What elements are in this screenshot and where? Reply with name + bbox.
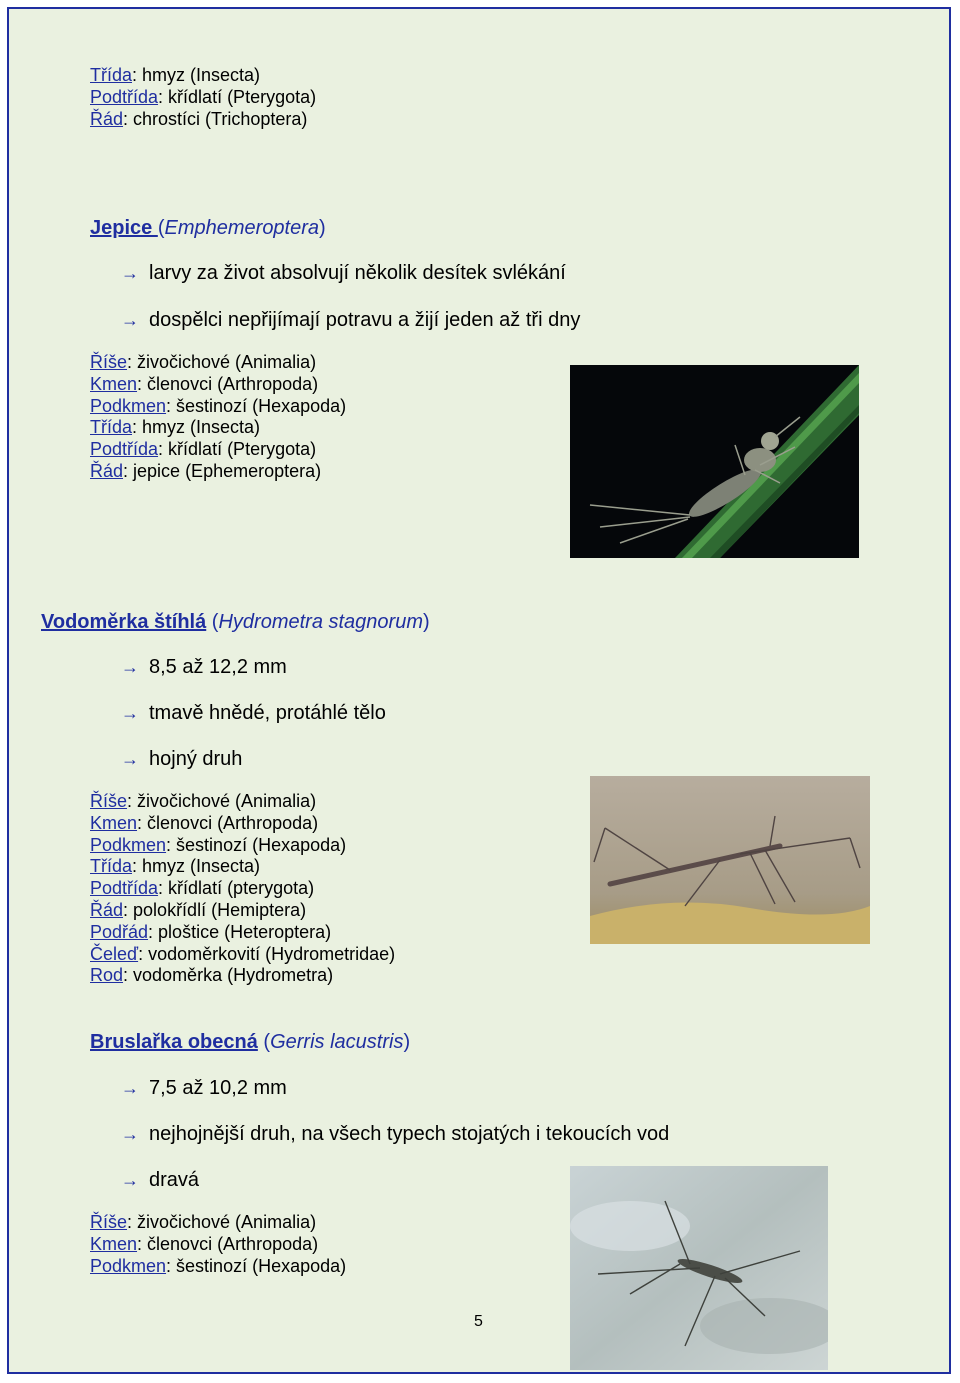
pond-skater-illustration — [570, 1166, 828, 1370]
bullet-text: dravá — [149, 1169, 200, 1191]
bullet-text: 8,5 až 12,2 mm — [149, 656, 287, 678]
taxonomy-rank: Řád — [90, 460, 124, 481]
taxonomy-line — [90, 109, 316, 131]
taxonomy-rank: Kmen — [90, 1233, 138, 1254]
taxonomy-rank: Říše — [90, 791, 128, 811]
latin-name: Gerris lacustris — [270, 1031, 404, 1053]
taxonomy-line — [90, 417, 346, 439]
taxonomy-value: : křídlatí (Pterygota) — [158, 86, 317, 107]
arrow-icon: → — [121, 1124, 139, 1144]
taxonomy-line — [90, 944, 395, 966]
taxonomy-value: : členovci (Arthropoda) — [137, 373, 319, 394]
taxonomy-value: : vodoměrkovití (Hydrometridae) — [138, 943, 396, 964]
taxonomy-rank: Čeleď — [90, 943, 139, 964]
bullet-item — [121, 308, 580, 332]
taxonomy-value: : chrostíci (Trichoptera) — [123, 108, 308, 129]
pond-skater-photo — [570, 1166, 828, 1370]
taxonomy-value: : ploštice (Heteroptera) — [148, 921, 332, 942]
taxonomy-rank: Podtřída — [90, 439, 159, 460]
taxonomy-rank: Podkmen — [90, 834, 167, 855]
vodomerka-taxonomy — [90, 791, 395, 987]
taxonomy-line — [90, 878, 395, 900]
taxonomy-value: : živočichové (Animalia) — [127, 352, 317, 372]
taxonomy-rank: Podkmen — [90, 395, 167, 416]
top-taxonomy — [90, 65, 316, 130]
mayfly-illustration — [570, 365, 859, 558]
bullet-text: 7,5 až 10,2 mm — [149, 1077, 287, 1099]
taxonomy-line — [90, 1212, 346, 1234]
taxonomy-line — [90, 791, 395, 813]
bullet-item — [121, 1076, 287, 1100]
taxonomy-rank: Říše — [90, 1212, 128, 1232]
taxonomy-line — [90, 1234, 346, 1256]
paren-close: ) — [403, 1031, 411, 1053]
taxonomy-value: : šestinozí (Hexapoda) — [166, 1255, 347, 1276]
taxonomy-rank: Podřád — [90, 921, 149, 942]
taxonomy-rank: Říše — [90, 352, 128, 372]
taxonomy-rank: Podkmen — [90, 1255, 167, 1276]
taxonomy-rank: Třída — [90, 65, 133, 85]
arrow-icon: → — [121, 310, 139, 330]
paren-open: ( — [263, 1031, 271, 1053]
taxonomy-line — [90, 922, 395, 944]
bullet-text: tmavě hnědé, protáhlé tělo — [149, 702, 386, 724]
paren-close: ) — [423, 611, 430, 633]
taxonomy-value: : křídlatí (pterygota) — [158, 878, 315, 899]
taxonomy-rank: Třída — [90, 856, 133, 877]
paren-open: ( — [157, 217, 165, 239]
taxonomy-value: : živočichové (Animalia) — [127, 1212, 317, 1232]
taxonomy-rank: Třída — [90, 417, 133, 438]
water-measurer-illustration — [590, 776, 870, 944]
bullet-text: nejhojnější druh, na všech typech stojatých i tekoucích vod — [149, 1123, 670, 1145]
vodomerka-heading — [41, 610, 430, 634]
latin-name: Hydrometra stagnorum — [218, 611, 423, 633]
bruslarka-heading — [90, 1030, 410, 1054]
taxonomy-value: : hmyz (Insecta) — [132, 417, 261, 438]
arrow-icon: → — [121, 657, 139, 677]
taxonomy-rank: Podtřída — [90, 86, 159, 107]
arrow-icon: → — [121, 703, 139, 723]
bullet-item — [121, 701, 386, 725]
bullet-text: hojný druh — [149, 748, 243, 770]
taxonomy-value: : hmyz (Insecta) — [132, 65, 261, 85]
bruslarka-taxonomy — [90, 1212, 346, 1277]
arrow-icon: → — [121, 263, 139, 283]
page — [7, 7, 951, 1374]
taxonomy-rank: Podtřída — [90, 878, 159, 899]
taxonomy-line — [90, 835, 395, 857]
taxonomy-value: : hmyz (Insecta) — [132, 856, 261, 877]
bullet-item — [121, 1168, 199, 1192]
taxonomy-rank: Kmen — [90, 373, 138, 394]
bullet-text: larvy za život absolvují několik desítek svlékání — [149, 262, 566, 284]
taxonomy-rank: Rod — [90, 965, 124, 986]
taxonomy-value: : členovci (Arthropoda) — [137, 1233, 319, 1254]
jepice-heading — [90, 216, 326, 240]
taxonomy-line — [90, 396, 346, 418]
paren-close: ) — [319, 217, 326, 239]
taxonomy-line — [90, 439, 346, 461]
taxonomy-line — [90, 374, 346, 396]
mayfly-photo — [570, 365, 859, 558]
arrow-icon: → — [121, 1170, 139, 1190]
latin-name: Emphemeroptera — [164, 217, 320, 239]
taxonomy-rank: Řád — [90, 899, 124, 920]
jepice-taxonomy — [90, 352, 346, 483]
taxonomy-value: : křídlatí (Pterygota) — [158, 439, 317, 460]
bullet-item — [121, 261, 566, 285]
taxonomy-value: : šestinozí (Hexapoda) — [166, 834, 347, 855]
taxonomy-line — [90, 965, 395, 987]
taxonomy-value: : polokřídlí (Hemiptera) — [123, 899, 307, 920]
taxonomy-rank: Kmen — [90, 812, 138, 833]
species-link[interactable]: Jepice — [90, 217, 158, 239]
bullet-text: dospělci nepřijímají potravu a žijí jeden až tři dny — [149, 309, 581, 331]
taxonomy-line — [90, 856, 395, 878]
taxonomy-line — [90, 65, 316, 87]
taxonomy-line — [90, 900, 395, 922]
species-link[interactable]: Bruslařka obecná — [90, 1031, 258, 1053]
taxonomy-value: : živočichové (Animalia) — [127, 791, 317, 811]
bullet-item — [121, 655, 287, 679]
arrow-icon: → — [121, 749, 139, 769]
taxonomy-value: : členovci (Arthropoda) — [137, 812, 319, 833]
bullet-item — [121, 1122, 669, 1146]
bullet-item — [121, 747, 242, 771]
taxonomy-value: : jepice (Ephemeroptera) — [123, 460, 322, 481]
taxonomy-line — [90, 461, 346, 483]
page-number: 5 — [474, 1313, 483, 1330]
taxonomy-line — [90, 1256, 346, 1278]
taxonomy-rank: Řád — [90, 108, 124, 129]
water-measurer-photo — [590, 776, 870, 944]
paren-open: ( — [211, 611, 219, 633]
species-link[interactable]: Vodoměrka štíhlá — [41, 611, 207, 633]
taxonomy-value: : vodoměrka (Hydrometra) — [123, 965, 334, 986]
taxonomy-line — [90, 813, 395, 835]
arrow-icon: → — [121, 1078, 139, 1098]
taxonomy-value: : šestinozí (Hexapoda) — [166, 395, 347, 416]
taxonomy-line — [90, 352, 346, 374]
taxonomy-line — [90, 87, 316, 109]
